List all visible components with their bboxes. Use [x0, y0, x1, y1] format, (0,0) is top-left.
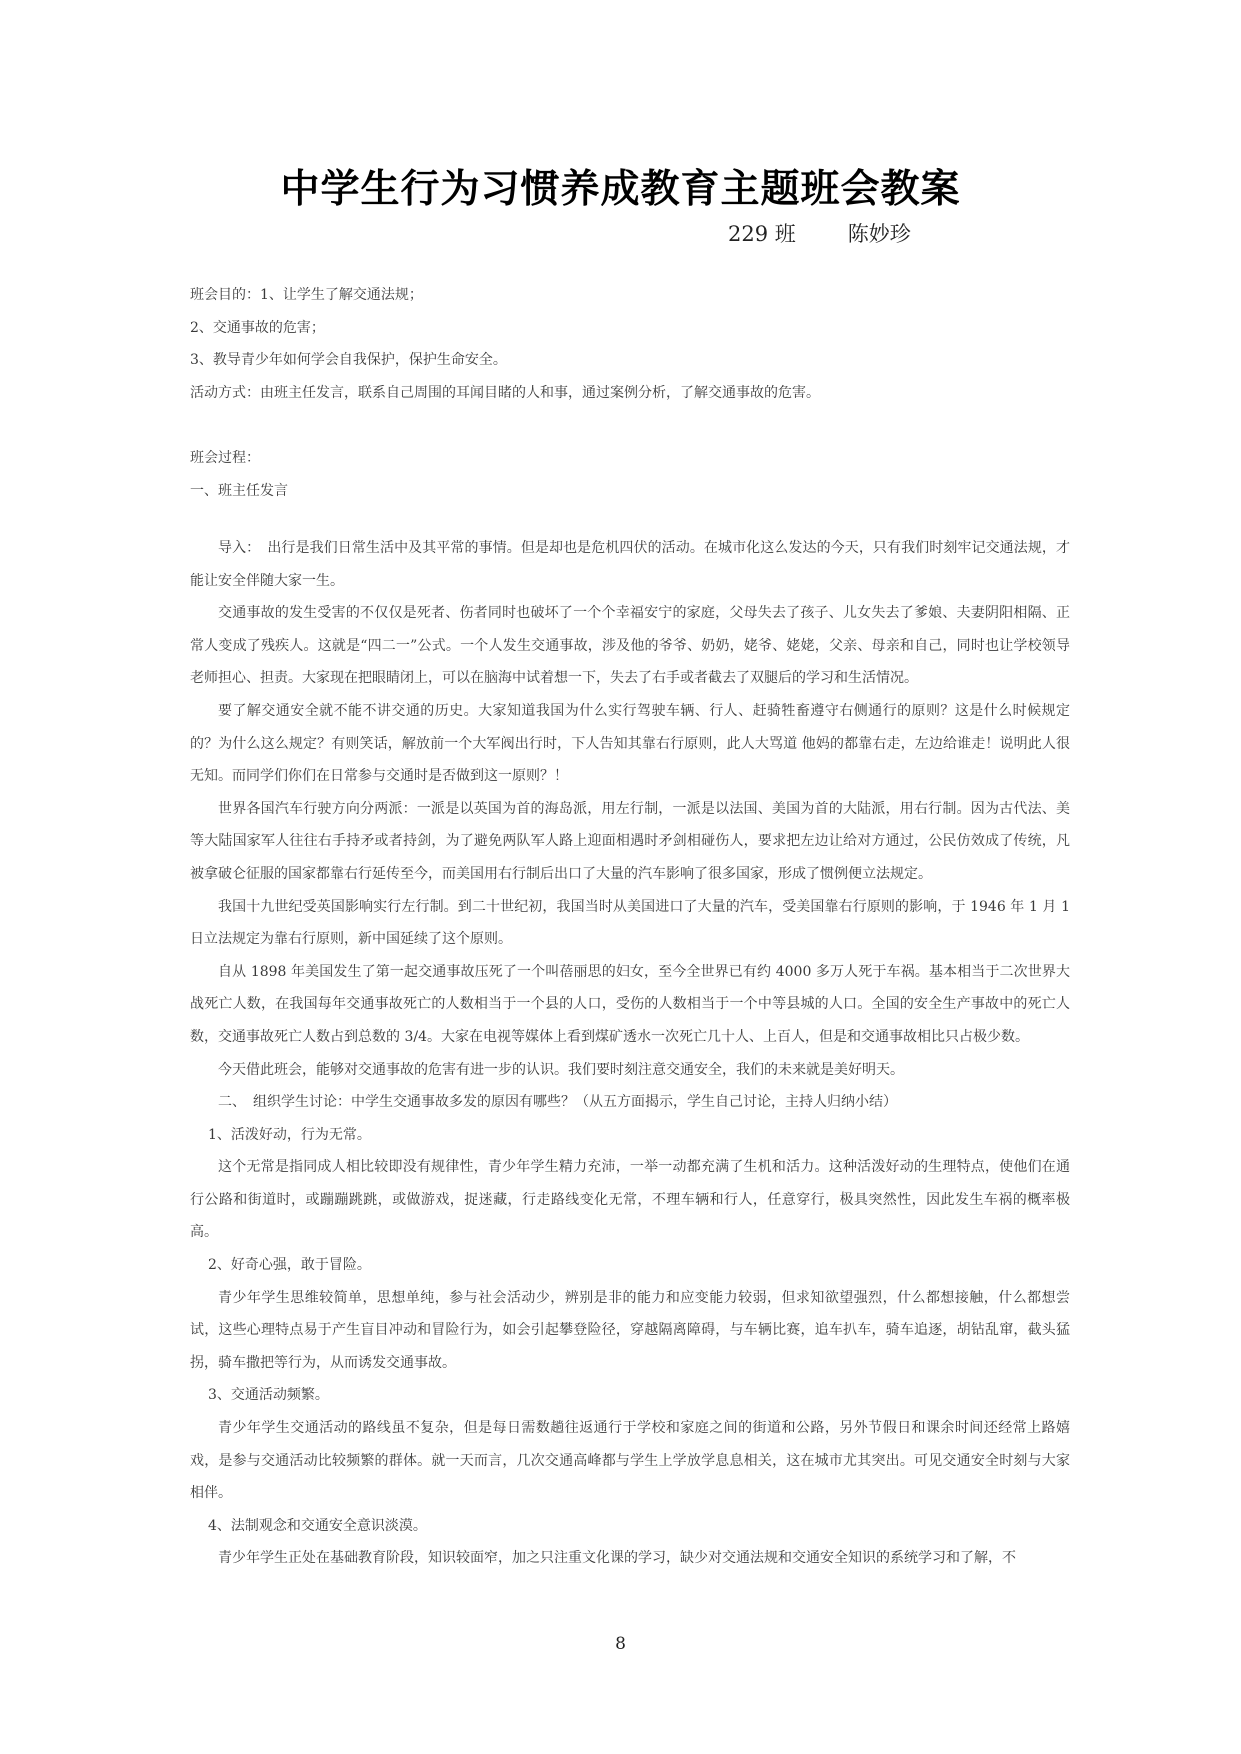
page-number: 8	[615, 1634, 626, 1654]
document-title: 中学生行为习惯养成教育主题班会教案	[280, 167, 961, 212]
subheading: 2、好奇心强，敢于冒险。	[208, 1257, 371, 1274]
body-paragraph: 青少年学生正处在基础教育阶段，知识较面窄，加之只注重文化课的学习，缺少对交通法规和交通安全知识的系统学习和了解，不	[218, 1550, 1016, 1567]
body-paragraph: 导入： 出行是我们日常生活中及其平常的事情。但是却也是危机四伏的活动。在城市化这么发达的今天，只有我们时刻牢记交通法规，才能让安全伴随大家一生。	[190, 540, 1070, 589]
body-paragraph: 我国十九世纪受英国影响实行左行制。到二十世纪初，我国当时从美国进口了大量的汽车，受美国靠右行原则的影响，于 1946 年 1 月 1 日立法规定为靠右行原则，新中国延续了这个原则。	[190, 898, 1070, 948]
intro-line: 班会目的：1、让学生了解交通法规；	[190, 287, 423, 303]
body-paragraph: 交通事故的发生受害的不仅仅是死者、伤者同时也破坏了一个个幸福安宁的家庭，父母失去了孩子、儿女失去了爹娘、夫妻阴阳相隔、正常人变成了残疾人。这就是“四二一”公式。一个人发生交通事故，涉及他的爷爷、奶奶，姥爷、姥姥，父亲、母亲和自己，同时也让学校领导老师担心、担责。大家现在把眼睛闭上，可以在脑海中试着想一下，失去了右手或者截去了双腿后的学习和生活情况。	[190, 605, 1070, 687]
intro-line: 3、教导青少年如何学会自我保护，保护生命安全。	[190, 352, 507, 369]
intro-line: 2、交通事故的危害；	[190, 319, 325, 336]
body-paragraph: 青少年学生思维较简单，思想单纯，参与社会活动少，辨别是非的能力和应变能力较弱，但求知欲望强烈，什么都想接触，什么都想尝试，这些心理特点易于产生盲目冲动和冒险行为，如会引起攀登险径，穿越隔离障碍，与车辆比赛，追车扒车，骑车追逐，胡钻乱窜，截头猛拐，骑车撒把等行为，从而诱发交通事故。	[190, 1289, 1070, 1371]
byline	[728, 218, 911, 248]
body-paragraph: 自从 1898 年美国发生了第一起交通事故压死了一个叫蓓丽思的妇女，至今全世界已有约 4000 多万人死于车祸。基本相当于二次世界大战死亡人数，在我国每年交通事故死亡的人数相当于一个县的人口，受伤的人数相当于一个中等县城的人口。全国的安全生产事故中的死亡人数，交通事故死亡人数占到总数的 3/4。大家在电视等媒体上看到煤矿透水一次死亡几十人、上百人，但是和交通事故相比只占极少数。	[190, 963, 1070, 1045]
body-paragraph: 青少年学生交通活动的路线虽不复杂，但是每日需数趟往返通行于学校和家庭之间的街道和公路，另外节假日和课余时间还经常上路嬉戏，是参与交通活动比较频繁的群体。就一天而言，几次交通高峰都与学生上学放学息息相关，这在城市尤其突出。可见交通安全时刻与大家相伴。	[190, 1420, 1070, 1502]
section-heading: 二、 组织学生讨论：中学生交通事故多发的原因有哪些？（从五方面揭示，学生自己讨论，主持人归纳小结）	[218, 1094, 897, 1111]
author-name: 陈妙珍	[847, 222, 911, 246]
body-paragraph: 要了解交通安全就不能不讲交通的历史。大家知道我国为什么实行驾驶车辆、行人、赶骑牲畜遵守右侧通行的原则？这是什么时候规定的？为什么这么规定？有则笑话，解放前一个大军阀出行时，下人告知其靠右行原则，此人大骂道 他妈的都靠右走，左边给谁走！说明此人很无知。而同学们你们在日常参与交通时是否做到这一原则？！	[190, 702, 1070, 785]
body-paragraph: 今天借此班会，能够对交通事故的危害有进一步的认识。我们要时刻注意交通安全，我们的未来就是美好明天。	[218, 1061, 904, 1078]
intro-blank-line	[190, 409, 1070, 442]
subheading: 3、交通活动频繁。	[208, 1387, 329, 1404]
body-paragraph: 这个无常是指同成人相比较即没有规律性，青少年学生精力充沛，一举一动都充满了生机和活力。这种活泼好动的生理特点，使他们在通行公路和街道时，或蹦蹦跳跳，或做游戏，捉迷藏，行走路线变化无常，不理车辆和行人，任意穿行，极具突然性，因此发生车祸的概率极高。	[190, 1159, 1070, 1241]
subheading: 4、法制观念和交通安全意识淡漠。	[208, 1517, 427, 1534]
body-paragraph: 世界各国汽车行驶方向分两派：一派是以英国为首的海岛派，用左行制，一派是以法国、美国为首的大陆派，用右行制。因为古代法、美等大陆国家军人往往右手持矛或者持剑，为了避免两队军人路上迎面相遇时矛剑相碰伤人，要求把左边让给对方通过，公民仿效成了传统，凡被拿破仑征服的国家都靠右行延传至今，而美国用右行制后出口了大量的汽车影响了很多国家，形成了惯例便立法规定。	[190, 800, 1070, 882]
intro-line: 班会过程：	[190, 449, 260, 466]
section-heading: 一、班主任发言	[190, 482, 288, 499]
class-name: 229 班	[728, 222, 796, 246]
main-body	[190, 532, 1070, 1575]
subheading: 1、活泼好动，行为无常。	[208, 1126, 371, 1143]
intro-line: 活动方式：由班主任发言，联系自己周围的耳闻目睹的人和事，通过案例分析，了解交通事故的危害。	[190, 384, 820, 401]
intro-section	[190, 279, 1070, 507]
